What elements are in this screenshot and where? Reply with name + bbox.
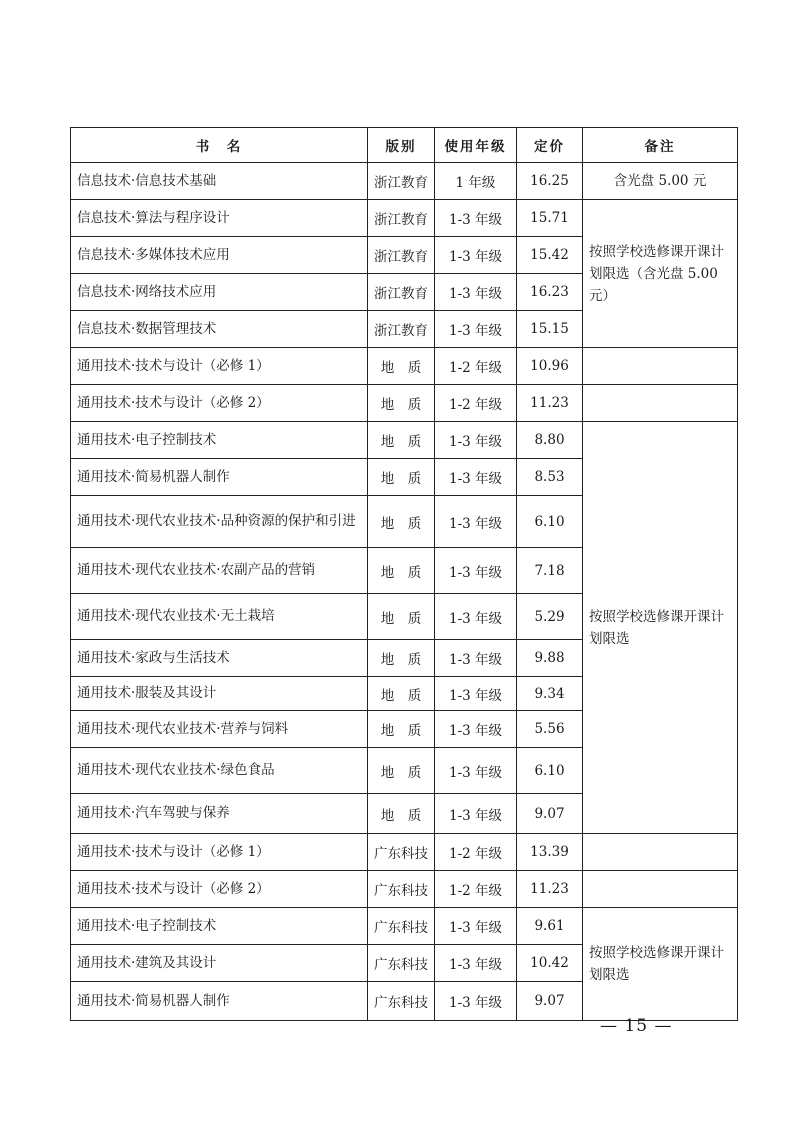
- header-price: 定价: [517, 128, 583, 163]
- grade: 1-2 年级: [435, 871, 517, 908]
- book-name: 通用技术·技术与设计（必修 2）: [71, 385, 368, 422]
- book-name: 通用技术·现代农业技术·农副产品的营销: [71, 548, 368, 594]
- grade: 1-3 年级: [435, 274, 517, 311]
- price: 6.10: [517, 496, 583, 548]
- table-row: [71, 200, 738, 237]
- publisher: 浙江教育: [368, 274, 435, 311]
- publisher: 地 质: [368, 385, 435, 422]
- table-row: [71, 908, 738, 945]
- grade: 1-3 年级: [435, 200, 517, 237]
- price: 15.42: [517, 237, 583, 274]
- book-name: 通用技术·技术与设计（必修 1）: [71, 348, 368, 385]
- book-name: 通用技术·技术与设计（必修 1）: [71, 834, 368, 871]
- publisher: 广东科技: [368, 945, 435, 982]
- grade: 1-3 年级: [435, 945, 517, 982]
- grade: 1-3 年级: [435, 711, 517, 748]
- publisher: 浙江教育: [368, 311, 435, 348]
- header-name: 书 名: [71, 128, 368, 163]
- publisher: 地 质: [368, 348, 435, 385]
- price: 9.34: [517, 677, 583, 711]
- price: 16.23: [517, 274, 583, 311]
- note: [583, 385, 738, 422]
- book-name: 通用技术·简易机器人制作: [71, 459, 368, 496]
- price: 11.23: [517, 871, 583, 908]
- book-name: 通用技术·电子控制技术: [71, 422, 368, 459]
- header-grade: 使用年级: [435, 128, 517, 163]
- book-name: 通用技术·服装及其设计: [71, 677, 368, 711]
- grade: 1-3 年级: [435, 677, 517, 711]
- grade: 1-3 年级: [435, 748, 517, 794]
- publisher: 地 质: [368, 548, 435, 594]
- table-row: [71, 834, 738, 871]
- publisher: 地 质: [368, 422, 435, 459]
- price: 7.18: [517, 548, 583, 594]
- book-name: 通用技术·简易机器人制作: [71, 982, 368, 1021]
- price: 9.07: [517, 982, 583, 1021]
- book-name: 通用技术·现代农业技术·无土栽培: [71, 594, 368, 640]
- grade: 1-3 年级: [435, 594, 517, 640]
- grade: 1-3 年级: [435, 982, 517, 1021]
- price: 8.80: [517, 422, 583, 459]
- grade: 1-3 年级: [435, 548, 517, 594]
- table-row: [71, 871, 738, 908]
- grade: 1-3 年级: [435, 640, 517, 677]
- book-name: 通用技术·现代农业技术·绿色食品: [71, 748, 368, 794]
- publisher: 地 质: [368, 748, 435, 794]
- price: 8.53: [517, 459, 583, 496]
- price: 5.29: [517, 594, 583, 640]
- book-name: 信息技术·数据管理技术: [71, 311, 368, 348]
- grade: 1-3 年级: [435, 794, 517, 834]
- publisher: 广东科技: [368, 908, 435, 945]
- publisher: 地 质: [368, 677, 435, 711]
- book-name: 通用技术·技术与设计（必修 2）: [71, 871, 368, 908]
- book-name: 通用技术·现代农业技术·品种资源的保护和引进: [71, 496, 368, 548]
- price: 9.07: [517, 794, 583, 834]
- grade: 1 年级: [435, 163, 517, 200]
- grade: 1-2 年级: [435, 385, 517, 422]
- publisher: 地 质: [368, 459, 435, 496]
- publisher: 广东科技: [368, 871, 435, 908]
- publisher: 广东科技: [368, 982, 435, 1021]
- price: 15.71: [517, 200, 583, 237]
- book-name: 通用技术·现代农业技术·营养与饲料: [71, 711, 368, 748]
- book-name: 信息技术·算法与程序设计: [71, 200, 368, 237]
- table-header-row: [71, 128, 738, 163]
- price: 9.88: [517, 640, 583, 677]
- book-name: 通用技术·建筑及其设计: [71, 945, 368, 982]
- header-note: 备注: [583, 128, 738, 163]
- header-publisher: 版别: [368, 128, 435, 163]
- note: [583, 834, 738, 871]
- price: 5.56: [517, 711, 583, 748]
- publisher: 地 质: [368, 496, 435, 548]
- publisher: 地 质: [368, 794, 435, 834]
- book-name: 通用技术·汽车驾驶与保养: [71, 794, 368, 834]
- publisher: 地 质: [368, 594, 435, 640]
- publisher: 浙江教育: [368, 163, 435, 200]
- table-row: [71, 348, 738, 385]
- book-name: 信息技术·网络技术应用: [71, 274, 368, 311]
- page-number: — 15 —: [600, 1016, 673, 1036]
- grade: 1-3 年级: [435, 459, 517, 496]
- price: 10.42: [517, 945, 583, 982]
- price: 6.10: [517, 748, 583, 794]
- book-name: 信息技术·多媒体技术应用: [71, 237, 368, 274]
- note: 按照学校选修课开课计划限选: [583, 908, 738, 1021]
- price: 9.61: [517, 908, 583, 945]
- note: 按照学校选修课开课计划限选（含光盘 5.00 元）: [583, 200, 738, 348]
- grade: 1-2 年级: [435, 834, 517, 871]
- publisher: 浙江教育: [368, 200, 435, 237]
- price: 16.25: [517, 163, 583, 200]
- grade: 1-3 年级: [435, 496, 517, 548]
- grade: 1-3 年级: [435, 237, 517, 274]
- publisher: 地 质: [368, 711, 435, 748]
- price: 11.23: [517, 385, 583, 422]
- grade: 1-2 年级: [435, 348, 517, 385]
- grade: 1-3 年级: [435, 908, 517, 945]
- grade: 1-3 年级: [435, 422, 517, 459]
- table-row: [71, 422, 738, 459]
- publisher: 广东科技: [368, 834, 435, 871]
- note: [583, 348, 738, 385]
- note: 含光盘 5.00 元: [583, 163, 738, 200]
- note: 按照学校选修课开课计划限选: [583, 422, 738, 834]
- table-row: [71, 385, 738, 422]
- book-name: 通用技术·电子控制技术: [71, 908, 368, 945]
- book-name: 信息技术·信息技术基础: [71, 163, 368, 200]
- note: [583, 871, 738, 908]
- grade: 1-3 年级: [435, 311, 517, 348]
- price: 13.39: [517, 834, 583, 871]
- price: 10.96: [517, 348, 583, 385]
- textbook-table: [70, 127, 738, 1021]
- publisher: 浙江教育: [368, 237, 435, 274]
- publisher: 地 质: [368, 640, 435, 677]
- table-row: [71, 163, 738, 200]
- book-name: 通用技术·家政与生活技术: [71, 640, 368, 677]
- price: 15.15: [517, 311, 583, 348]
